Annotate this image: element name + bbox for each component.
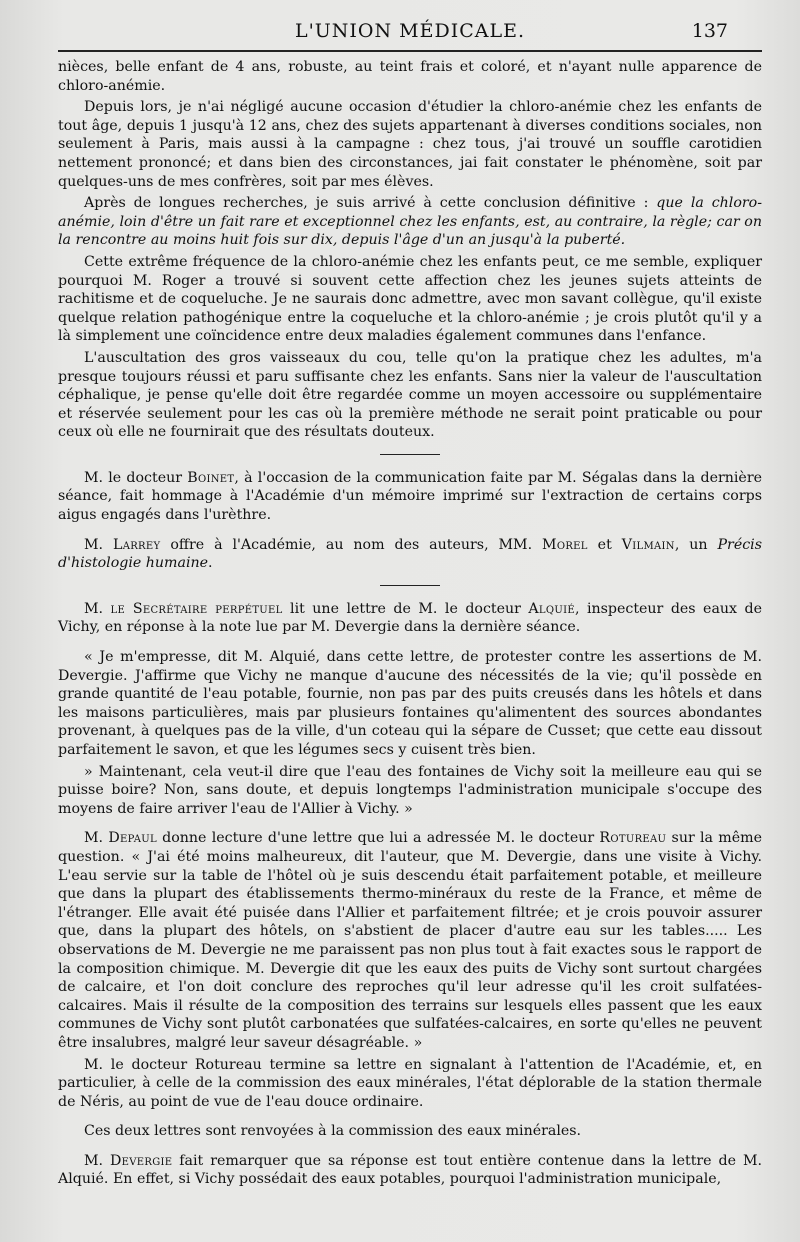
role-title: le Secrétaire perpétuel: [110, 600, 283, 617]
text-run: , inspecteur des eaux de Vichy, en réponse à la note lue par M. Devergie dans la dernière séance.: [58, 600, 762, 636]
text-run: .: [208, 555, 213, 572]
paragraph: nièces, belle enfant de 4 ans, robuste, au teint frais et coloré, et n'ayant nulle apparence de chloro-anémie.: [58, 59, 762, 94]
text-run: Après de longues recherches, je suis arrivé à cette conclusion définitive :: [84, 195, 657, 212]
person-name: Boinet: [187, 469, 235, 486]
text-run: offre à l'Académie, au nom des auteurs, MM.: [160, 536, 543, 553]
paragraph: » Maintenant, cela veut-il dire que l'eau des fontaines de Vichy soit la meilleure eau qui se puisse boire? Non, sans doute, et depuis longtemps l'administration municipale s'occupe des moyens de faire arriver l'eau de l'Allier à Vichy. »: [58, 763, 762, 817]
paragraph: L'auscultation des gros vaisseaux du cou, telle qu'on la pratique chez les adultes, m'a presque toujours réussi et paru suffisante chez les enfants. Sans nier la valeur de l'auscultation céphalique, je pense qu'elle doit être regardée comme un moyen accessoire ou supplémentaire et réservée seulement pour les cas où la première méthode ne serait point praticable ou pour ceux où elle ne fournirait que des résultats douteux.: [58, 349, 762, 441]
section-separator: [380, 585, 440, 586]
page-header: [58, 14, 762, 50]
text-run: M.: [84, 536, 113, 553]
person-name: Morel: [542, 536, 588, 553]
person-name: Rotureau: [599, 830, 667, 847]
paragraph: [58, 829, 762, 1052]
text-run: M.: [84, 600, 111, 617]
paragraph: [58, 600, 762, 637]
person-name: Alquié: [528, 600, 575, 617]
body-text: [58, 58, 762, 1189]
paragraph: [58, 1152, 762, 1189]
paragraph: [58, 536, 762, 573]
paragraph: « Je m'empresse, dit M. Alquié, dans cette lettre, de protester contre les assertions de M. Devergie. J'affirme que Vichy ne manque d'aucune des nécessités de la vie; qu'il possède en grande quantité de l'eau potable, fournie, non pas par des puits creusés dans les hôtels et dans les maisons particulières, mais par plusieurs fontaines qu'alimentent des sources abondantes provenant, à quelques pas de la ville, d'un coteau qui la sépare de Cusset; que cette eau dissout parfaitement le savon, et que les légumes secs y cuisent très bien.: [58, 649, 762, 758]
running-title: L'UNION MÉDICALE.: [294, 20, 526, 42]
paragraph: Cette extrême fréquence de la chloro-anémie chez les enfants peut, ce me semble, expliquer pourquoi M. Roger a trouvé si souvent cette affection chez les jeunes sujets atteints de rachitisme et de coqueluche. Je ne saurais donc admettre, avec mon savant collègue, qu'il existe quelque relation pathogénique entre la coqueluche et la chloro-anémie ; je crois plutôt qu'il y a là simplement une coïncidence entre deux maladies également communes dans l'enfance.: [58, 253, 762, 345]
paragraph: [58, 469, 762, 525]
text-run: sur la même question. « J'ai été moins malheureux, dit l'auteur, que M. Devergie, dans une visite à Vichy. L'eau servie sur la table de l'hôtel où je suis descendu était parfaitement potable, et meilleure que dans la plupart des établissements thermo-minéraux du reste de la France, et même de l'étranger. Elle avait été puisée dans l'Allier et parfaitement filtrée; et je crois pouvoir assurer que, dans la plupart des hôtels, on s'abstient de placer d'autre eau sur les tables..... Les observations de M. Devergie ne me paraissent pas non plus tout à fait exactes sous le rapport de la composition chimique. M. Devergie dit que les eaux des puits de Vichy sont surtout chargées de calcaire, et l'on doit conclure des reproches qu'il leur adresse qu'il les croit sulfatées-calcaires. Mais il résulte de la composition des terrains sur lesquels elles passent que les eaux communes de Vichy sont plutôt carbonatées que sulfatées-calcaires, en sorte qu'elles ne peuvent être insalubres, malgré leur saveur désagréable. »: [58, 830, 762, 1051]
paragraph: Depuis lors, je n'ai négligé aucune occasion d'étudier la chloro-anémie chez les enfants de tout âge, depuis 1 jusqu'à 12 ans, chez des sujets appartenant à diverses conditions sociales, non seulement à Paris, mais aussi à la campagne : chez tous, j'ai trouvé un souffle carotidien nettement prononcé; et dans bien des circonstances, jai fait constater le phénomène, soit par quelques-uns de mes confrères, soit par mes élèves.: [58, 99, 762, 190]
text-run: fait remarquer que sa réponse est tout entière contenue dans la lettre de M. Alquié. En effet, si Vichy possédait des eaux potables, pourquoi l'administration municipale,: [58, 1152, 762, 1188]
italic-conclusion: que la chloro-anémie, loin d'être un fait rare et exceptionnel chez les enfants, est, au contraire, la règle; car on la rencontre au moins huit fois sur dix, depuis l'âge d'un an jusqu'à la puberté.: [58, 195, 762, 249]
text-run: M.: [84, 1152, 110, 1169]
person-name: Devergie: [109, 1152, 173, 1169]
person-name: Vilmain: [621, 536, 675, 553]
book-title: Précis d'histologie humaine: [58, 536, 762, 572]
text-run: et: [587, 536, 622, 553]
paragraph: M. le docteur Rotureau termine sa lettre en signalant à l'attention de l'Académie, et, en particulier, à celle de la commission des eaux minérales, l'état déplorable de la station thermale de Néris, au point de vue de l'eau douce ordinaire.: [58, 1056, 762, 1110]
paragraph: Ces deux lettres sont renvoyées à la commission des eaux minérales.: [84, 1123, 582, 1140]
text-run: , à l'occasion de la communication faite par M. Ségalas dans la dernière séance, fait hommage à l'Académie d'un mémoire imprimé sur l'extraction de certains corps aigus engagés dans l'urèthre.: [58, 469, 762, 524]
text-run: M. le docteur: [84, 469, 188, 486]
text-run: donne lecture d'une lettre que lui a adressée M. le docteur: [156, 830, 600, 847]
section-separator: [380, 454, 440, 455]
person-name: Depaul: [108, 830, 157, 847]
text-run: M.: [84, 830, 109, 847]
paragraph: [58, 194, 762, 250]
header-rule: [58, 50, 762, 52]
text-run: lit une lettre de M. le docteur: [282, 600, 529, 617]
text-run: , un: [674, 536, 718, 553]
person-name: Larrey: [112, 536, 161, 553]
page-number: 137: [691, 20, 728, 42]
